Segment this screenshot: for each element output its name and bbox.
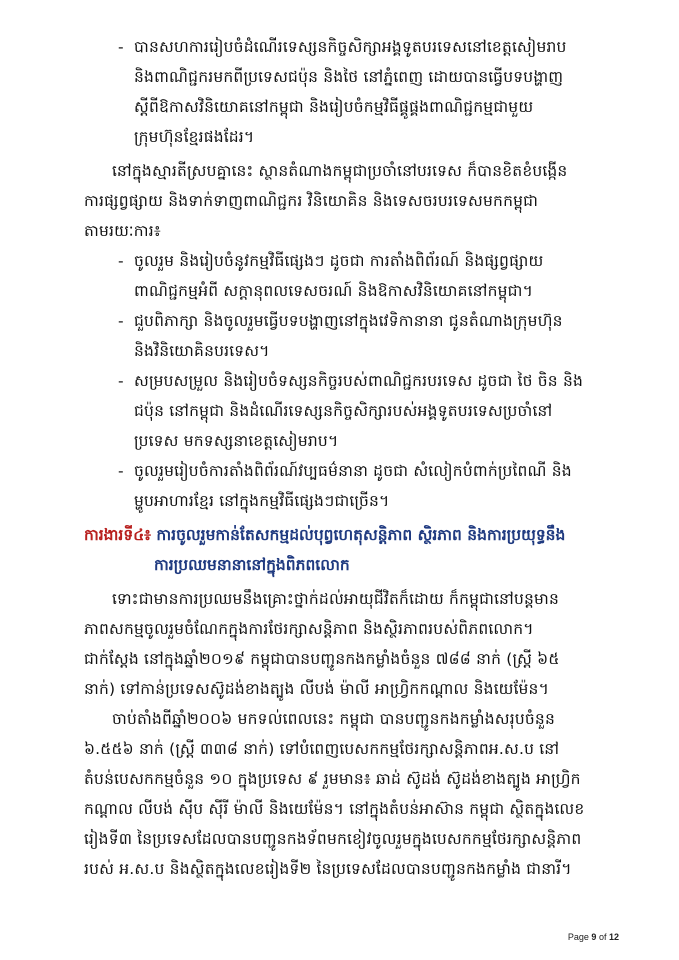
page-total: 12 <box>608 932 619 942</box>
bullet-item <box>84 306 621 366</box>
text-line: បានសហការរៀបចំដំណើរទេស្សនកិច្ចសិក្សាអង្គទូតបរទេសនៅខេត្តសៀមរាប <box>134 38 567 56</box>
text-line: ទោះជាមានការប្រឈមនឹងគ្រោះថ្នាក់ដល់អាយុជីវិតក៏ដោយ ក៏កម្ពុជានៅបន្តមាន <box>112 590 560 608</box>
text-line: ការផ្សព្វផ្សាយ និងទាក់ទាញពាណិជ្ជករ វិនិយោគិន និងទេសចរបរទេសមកកម្ពុជា <box>84 192 539 210</box>
section-label: ការងារទី៤៖ <box>84 526 151 544</box>
text-line: ស្ដីពីឱកាសវិនិយោគនៅកម្ពុជា និងរៀបចំកម្មវិធីផ្គូផ្គងពាណិជ្ជកម្មជាមួយ <box>134 98 534 116</box>
text-line: ជប៉ុន នៅកម្ពុជា និងដំណើរទេស្សនកិច្ចសិក្សារបស់អង្គទូតបរទេសប្រចាំនៅ <box>134 402 553 420</box>
text-line: និងពាណិជ្ជករមកពីប្រទេសជប៉ុន និងថៃ នៅភ្នំពេញ ដោយបានធ្វើបទបង្ហាញ <box>134 68 564 86</box>
text-line: ប្រទេស មកទស្សនាខេត្តសៀមរាប។ <box>134 432 339 450</box>
text-line: តាមរយៈការ៖ <box>84 222 161 240</box>
text-line: ក្រុមហ៊ុនខ្មែរផងដែរ។ <box>134 128 255 146</box>
bullet-item <box>84 366 621 456</box>
text-line: ជួបពិភាក្សា និងចូលរួមធ្វើបទបង្ហាញនៅក្នុងវេទិកានានា ជូនតំណាងក្រុមហ៊ុន <box>134 312 563 330</box>
text-line: របស់ អ.ស.ប និងស្ថិតក្នុងលេខរៀងទី២ នៃប្រទេសដែលបានបញ្ជូនកងកម្លាំង ជានារី។ <box>84 860 572 878</box>
text-line: ចូលរួម និងរៀបចំនូវកម្មវិធីផ្សេងៗ ដូចជា ការតាំងពិព័រណ៍ និងផ្សព្វផ្សាយ <box>134 252 544 270</box>
bullet-item <box>84 456 621 516</box>
bullet-dash: - <box>118 252 124 270</box>
text-line: សម្របសម្រួល និងរៀបចំទស្សនកិច្ចរបស់ពាណិជ្ជករបរទេស ដូចជា ថៃ ចិន និង <box>134 372 584 390</box>
text-line: ចាប់តាំងពីឆ្នាំ២០០៦ មកទល់ពេលនេះ កម្ពុជា បានបញ្ជូនកងកម្លាំងសរុបចំនួន <box>112 710 556 728</box>
text-line: ចូលរួមរៀបចំការតាំងពិព័រណ៍វប្បធម៌នានា ដូចជា សំលៀកបំពាក់ប្រពៃណី និង <box>134 462 572 480</box>
text-line: ម្ហូបអាហារខ្មែរ នៅក្នុងកម្មវិធីផ្សេងៗជាច្រើន។ <box>134 492 390 510</box>
page-of: of <box>598 932 607 942</box>
text-line: ៦.៥៥៦ នាក់ (ស្ត្រី ៣៣៨ នាក់) ទៅបំពេញបេសកកម្មថែរក្សាសន្តិភាពអ.ស.ប នៅ <box>84 740 560 758</box>
text-line: តំបន់បេសកកម្មចំនួន ១០ ក្នុងប្រទេស ៩ រួមមាន៖ ឆាដ់ ស៊ូដង់ ស៊ូដង់ខាងត្បូង អាហ្វ្រិក <box>84 770 581 788</box>
section-heading <box>84 520 621 580</box>
bullet-item <box>84 32 621 152</box>
paragraph <box>84 156 621 246</box>
bullet-dash: - <box>118 462 124 480</box>
paragraph <box>84 584 621 704</box>
text-line: កណ្ដាល លីបង់ ស៊ីប ស៊ីរី ម៉ាលី និងយេម៉ែន។ នៅក្នុងតំបន់អាស៊ាន កម្ពុជា ស្ថិតក្នុងលេខ <box>84 800 585 818</box>
page-number <box>568 932 619 942</box>
text-line: រៀងទី៣ នៃប្រទេសដែលបានបញ្ជូនកងទ័ពមកខៀវចូលរួមក្នុងបេសកកម្មថែរក្សាសន្តិភាព <box>84 830 582 848</box>
bullet-dash: - <box>118 372 124 390</box>
bullet-dash: - <box>118 312 124 330</box>
paragraph <box>84 704 621 884</box>
heading-text: ការប្រឈមនានានៅក្នុងពិភពលោក <box>154 556 350 574</box>
heading-text: ការចូលរួមកាន់តែសកម្មដល់បុព្វហេតុសន្តិភាព ស្ថិរភាព និងការប្រយុទ្ធនឹង <box>156 526 566 544</box>
text-line: ភាពសកម្មចូលរួមចំណែកក្នុងការថែរក្សាសន្តិភាព និងស្ថិរភាពរបស់ពិភពលោក។ <box>84 620 534 638</box>
text-line: ពាណិជ្ជកម្មអំពី សក្ដានុពលទេសចរណ៍ និងឱកាសវិនិយោគនៅកម្ពុជា។ <box>134 282 534 300</box>
text-line: នៅក្នុងស្មារតីស្របគ្នានេះ ស្ថានតំណាងកម្ពុជាប្រចាំនៅបរទេស ក៏បានខិតខំបង្កើន <box>112 162 568 180</box>
text-line: ជាក់ស្ដែង នៅក្នុងឆ្នាំ២០១៩ កម្ពុជាបានបញ្ជូនកងកម្លាំងចំនួន ៧៨៨ នាក់ (ស្ត្រី ៦៥ <box>84 650 560 668</box>
page-prefix: Page <box>567 932 589 942</box>
page-current: 9 <box>591 932 597 942</box>
bullet-dash: - <box>118 38 124 56</box>
bullet-item <box>84 246 621 306</box>
text-line: និងវិនិយោគិនបរទេស។ <box>134 342 270 360</box>
text-line: នាក់) ទៅកាន់ប្រទេសស៊ូដង់ខាងត្បូង លីបង់ ម៉ាលី អាហ្វ្រិកកណ្ដាល និងយេម៉ែន។ <box>84 680 549 698</box>
